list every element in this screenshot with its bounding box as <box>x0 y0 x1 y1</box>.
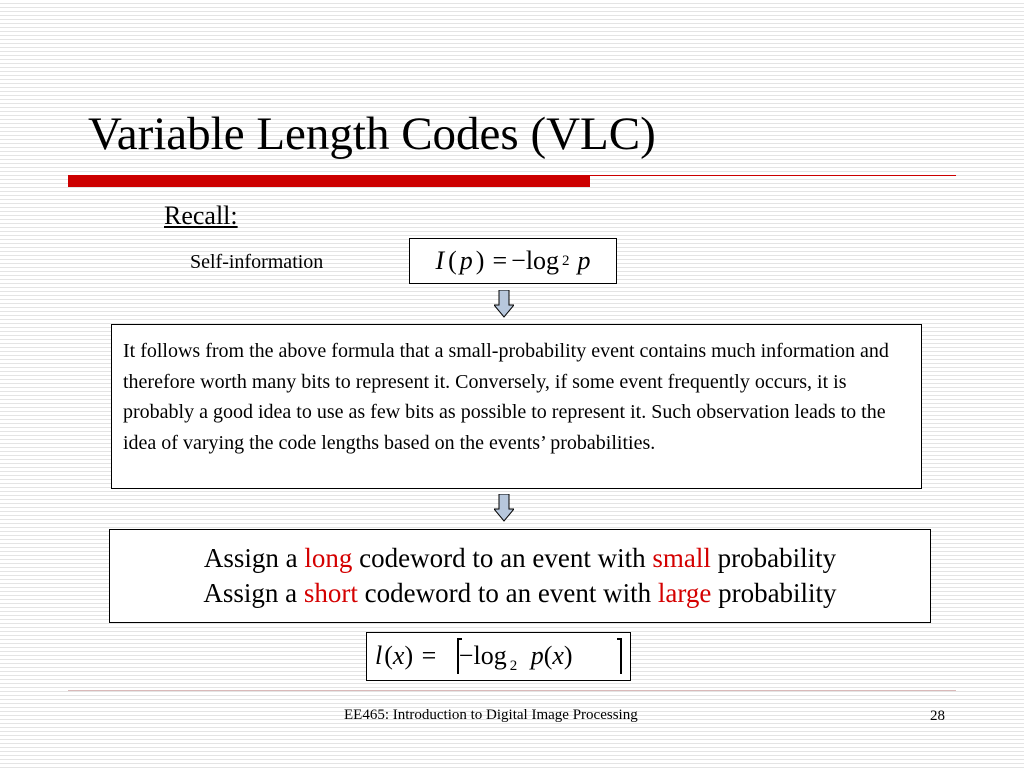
formula2-arg: x <box>552 641 564 670</box>
assign-line-long <box>110 541 930 576</box>
self-information-formula <box>409 238 617 284</box>
assign-line1-pre: Assign a <box>203 543 305 573</box>
formula2-minus: − <box>458 641 474 670</box>
formula1-lhs-arg: p <box>459 246 473 275</box>
down-arrow-icon <box>494 494 514 522</box>
highlight-short: short <box>303 578 358 608</box>
assign-line2-post: probability <box>711 578 837 608</box>
self-information-label: Self-information <box>190 251 324 273</box>
codeword-length-formula <box>366 632 631 681</box>
assign-line2-pre: Assign a <box>203 578 304 608</box>
highlight-small: small <box>652 543 711 573</box>
title-underline-thin <box>590 175 956 176</box>
formula2-base: 2 <box>509 658 518 674</box>
explanation-text: It follows from the above formula that a small-probability event contains much information and therefore worth many bits to represent it. Conversely, if some event frequently occurs, it is probably a good idea to use as few bits as possible to represent it. Such observation leads to the idea of varying the code lengths based on the events’ probabilities. <box>111 324 922 489</box>
ceiling-left-bracket <box>457 638 462 674</box>
formula1-lhs-var: I <box>435 246 445 275</box>
formula1-lhs-open: ( <box>448 246 457 275</box>
formula2-close: ) <box>563 641 573 670</box>
formula2-expression <box>375 641 573 681</box>
formula2-lhs-var: l <box>375 641 383 670</box>
formula2-equals: = <box>421 641 437 670</box>
footer-divider <box>68 690 956 691</box>
assign-line-short <box>110 576 930 611</box>
down-arrow-icon <box>494 290 514 318</box>
formula2-func: p <box>530 641 544 670</box>
formula2-log: log <box>473 641 507 670</box>
ceiling-right-bracket <box>617 638 622 674</box>
title-underline-thick <box>68 175 590 187</box>
formula1-log: log <box>525 246 560 275</box>
formula1-lhs-close: ) <box>475 246 485 275</box>
formula1-equals: = <box>492 246 508 275</box>
assign-codeword-box <box>109 529 931 623</box>
assign-line2-mid: codeword to an event with <box>357 578 658 608</box>
formula1-base: 2 <box>562 252 570 269</box>
formula2-lhs-close: ) <box>404 641 414 670</box>
highlight-large: large <box>657 578 712 608</box>
page-number: 28 <box>930 708 945 724</box>
slide-title: Variable Length Codes (VLC) <box>88 108 656 160</box>
recall-heading: Recall: <box>164 201 238 230</box>
assign-line1-mid: codeword to an event with <box>352 543 653 573</box>
highlight-long: long <box>304 543 353 573</box>
formula1-minus: − <box>511 246 526 275</box>
formula2-lhs-open: ( <box>384 641 393 670</box>
formula2-lhs-arg: x <box>392 641 405 670</box>
footer-course-title: EE465: Introduction to Digital Image Processing <box>344 707 638 723</box>
formula1-arg: p <box>577 246 591 275</box>
assign-line1-post: probability <box>710 543 837 573</box>
formula2-open: ( <box>543 641 553 670</box>
